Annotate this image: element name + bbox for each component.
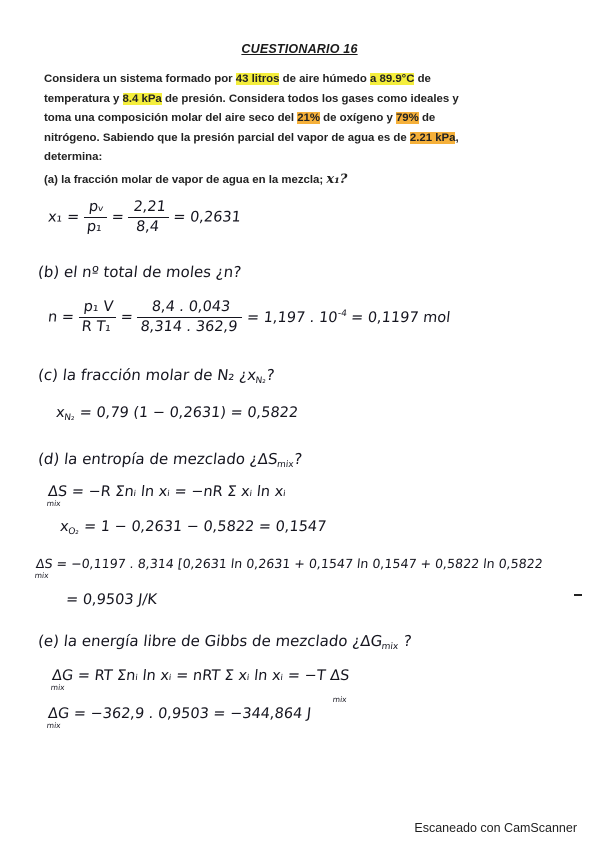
question-d-end: ? [293,450,304,468]
fraction-denominator: p₁ [86,219,103,235]
question-c [37,366,275,386]
highlight-temperature: a 89.9°C [369,73,415,85]
fraction-numerator: 8,4 . 0,043 [137,298,244,318]
answer-a [46,198,243,237]
delta-s: ΔS [35,556,54,571]
x-o2: x [59,519,70,535]
o2-subscript: O₂ [67,527,80,537]
delta-g: ΔG [47,706,70,722]
scanner-watermark: Escaneado con CamScanner [414,821,577,835]
delta-g: ΔG [51,668,74,684]
gibbs-formula-rhs: = RT Σnᵢ ln xᵢ = nRT Σ xᵢ ln xᵢ = −T ΔS [72,668,351,684]
question-a-text: (a) la fracción molar de vapor de agua en la mezcla; [44,174,324,186]
delta-s: ΔS [47,484,68,500]
answer-c [55,405,299,423]
question-c-end: ? [265,366,276,384]
mix-subscript: mix [46,721,62,730]
result-mantissa: = 1,197 . 10 [246,310,339,326]
answer-c-subscript: N₂ [63,413,76,423]
entropy-formula [46,484,287,508]
highlight-vapor-pressure: 2.21 kPa [409,131,456,144]
answer-a-result: = 0,2631 [172,209,242,226]
question-a-symbol: x₁? [326,172,348,187]
problem-statement [44,70,484,168]
oxygen-fraction [59,519,327,537]
fraction-pv-rt [77,298,119,337]
answer-b-result [246,310,451,326]
fraction-numerator: pᵥ [84,198,109,218]
mix-subscript: mix [50,683,66,692]
question-e-text: (e) la energía libre de Gibbs de mezclado ¿ΔG [37,632,384,650]
question-e [37,632,413,652]
question-b: (b) el nº total de moles ¿n? [37,263,243,281]
mix-subscript: mix [34,571,50,580]
question-e-subscript: mix [381,642,399,652]
fraction-values [126,198,170,237]
fraction-denominator: 8,314 . 362,9 [139,319,239,335]
statement-text: de nitrógeno. Sabiendo que la presión parcial del vapor de agua es de [44,112,436,144]
question-e-end: ? [397,632,413,650]
fraction-denominator: 8,4 [135,219,160,235]
answer-c-lhs: x [55,405,66,421]
highlight-oxygen: 21% [297,112,321,125]
oxygen-fraction-rhs: = 1 − 0,2631 − 0,5822 = 0,1547 [78,519,328,535]
question-c-subscript: N₂ [254,376,267,386]
question-c-text: (c) la fracción molar de N₂ ¿x [37,366,258,384]
page-title: CUESTIONARIO 16 [241,42,358,56]
delta-g-mix [46,706,70,730]
margin-mark [574,594,582,596]
fraction-values [135,298,244,337]
question-d-text: (d) la entropía de mezclado ¿ΔS [37,450,279,468]
highlight-volume: 43 litros [235,73,280,85]
statement-text: de presión. Considera todos los gases como ideales y toma una composición molar del aire seco del [44,92,459,125]
highlight-pressure: 8.4 kPa [122,92,162,105]
statement-text: Considera un sistema formado por [44,73,236,85]
question-d-subscript: mix [276,460,295,470]
statement-text: de oxígeno y [320,112,396,125]
equals-sign: = [119,309,134,326]
answer-c-rhs: = 0,79 (1 − 0,2631) = 0,5822 [74,405,299,421]
entropy-result: = 0,9503 J/K [65,592,158,608]
gibbs-result [46,706,312,730]
answer-b [46,298,452,337]
fraction-denominator: R T₁ [80,319,112,335]
equals-sign: = [110,209,125,226]
gibbs-result-rhs: = −362,9 . 0,9503 = −344,864 J [68,706,312,722]
answer-b-lhs: n = [47,309,75,326]
fraction-numerator: 2,21 [128,198,170,218]
answer-a-lhs: x₁ = [47,209,80,226]
statement-text: de aire húmedo [279,73,370,85]
result-moles: = 0,1197 mol [345,310,452,326]
delta-g-mix [50,668,74,692]
result-exponent: -4 [337,309,348,319]
question-d [37,450,303,470]
delta-s-mix [34,556,54,580]
fraction-numerator: p₁ V [79,298,119,318]
statement-text: de temperatura y [44,73,431,105]
entropy-substitution-rhs: = −0,1197 . 8,314 [0,2631 ln 0,2631 + 0,1547 ln 0,1547 + 0,5822 ln 0,5822 [51,556,544,571]
highlight-nitrogen: 79% [395,112,419,125]
mix-subscript: mix [46,499,62,508]
gibbs-formula [50,668,351,704]
fraction-pv-p1 [82,198,109,237]
question-a [44,172,347,187]
mix-subscript: mix [332,695,348,704]
delta-s-mix [46,484,68,508]
entropy-formula-rhs: = −R Σnᵢ ln xᵢ = −nR Σ xᵢ ln xᵢ [66,484,287,500]
entropy-substitution [34,556,544,580]
statement-text: , determina: [44,131,459,164]
